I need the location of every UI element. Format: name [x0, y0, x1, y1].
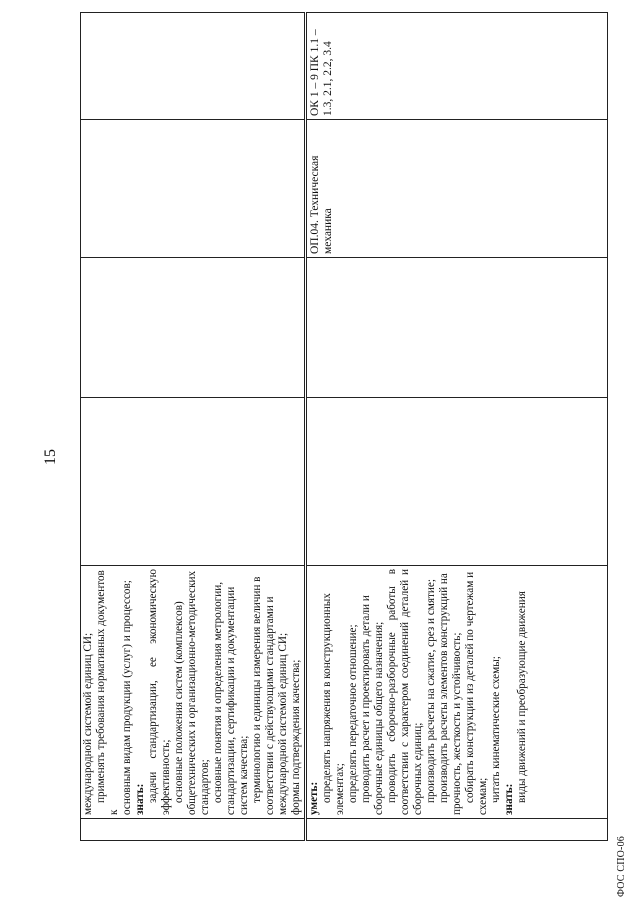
cell-empty — [81, 120, 306, 258]
text-line: прочность, жесткость и устойчивость; — [451, 632, 463, 815]
text-line: схемам; — [477, 777, 489, 815]
text-line: систем качества; — [238, 735, 250, 815]
text-line: сборочные единицы общего назначения; — [373, 621, 385, 815]
text-line: основные положения систем (комплексов) — [173, 601, 185, 803]
footer-code: ФОС СПО-06 — [616, 836, 627, 897]
discipline-cell — [306, 120, 608, 258]
text-line: стандартов; — [199, 759, 211, 815]
cell-empty — [81, 258, 306, 398]
text-line: соответствии с действующими стандартами и — [264, 596, 276, 815]
text-line: задачи стандартизации, ее экономическую — [147, 569, 159, 803]
cell-empty — [81, 13, 306, 120]
text-line: определять напряжения в конструкционных — [321, 593, 333, 803]
cell-empty — [306, 398, 608, 566]
text-line: проводить сборочно-разборочные работы в — [386, 569, 398, 803]
text-line: терминологию и единицы измерения величин в — [251, 576, 263, 803]
table-row-upper — [81, 13, 306, 841]
competency-cell — [306, 13, 608, 120]
page-number: 15 — [42, 449, 59, 465]
text-line: общетехнических и организационно-методических — [186, 570, 198, 815]
text-line: международной системой единиц СИ; — [82, 632, 94, 815]
competency-table — [80, 12, 608, 841]
text-line: соответствии с характером соединений деталей и — [399, 569, 411, 815]
section-label: знать: — [503, 783, 515, 815]
section-label: знать: — [134, 783, 146, 815]
text-line: виды движений и преобразующие движения — [516, 591, 528, 803]
text-line: основные понятия и определения метрологии, — [212, 581, 224, 803]
text-line: читать кинематические схемы; — [490, 656, 502, 803]
cell-empty — [81, 398, 306, 566]
cell-empty — [306, 258, 608, 398]
text-line: собирать конструкции из деталей по чертежам и — [464, 571, 476, 803]
skills-cell — [306, 566, 608, 819]
text-line: стандартизации, сертификации и документации — [225, 586, 237, 815]
text-line: применять требования нормативных документов к — [95, 570, 120, 815]
cell-empty — [81, 819, 306, 841]
text-line: проводить расчет и проектировать детали и — [360, 595, 372, 803]
text-line: международной системой единиц СИ; — [277, 632, 289, 815]
discipline-name: ОП.04. Техническая механика — [309, 155, 334, 254]
table-row-lower — [306, 13, 608, 841]
text-line: определять передаточное отношение; — [347, 624, 359, 803]
text-line: элементах; — [334, 763, 346, 815]
text-line: производить расчеты на сжатие, срез и смятие; — [425, 579, 437, 803]
text-line: производить расчеты элементов конструкций на — [438, 573, 450, 803]
cell-empty — [306, 819, 608, 841]
text-line: формы подтверждения качества; — [290, 659, 302, 815]
knowledge-cell — [81, 566, 306, 819]
competency-codes: ОК 1 – 9 ПК 1.1 – 1.3, 2.1, 2.2, 3.4 — [309, 29, 334, 116]
section-label: уметь: — [308, 781, 320, 815]
text-line: основным видам продукции (услуг) и процессов; — [121, 580, 133, 815]
text-line: эффективность; — [160, 739, 172, 815]
text-line: сборочных единиц; — [412, 722, 424, 815]
